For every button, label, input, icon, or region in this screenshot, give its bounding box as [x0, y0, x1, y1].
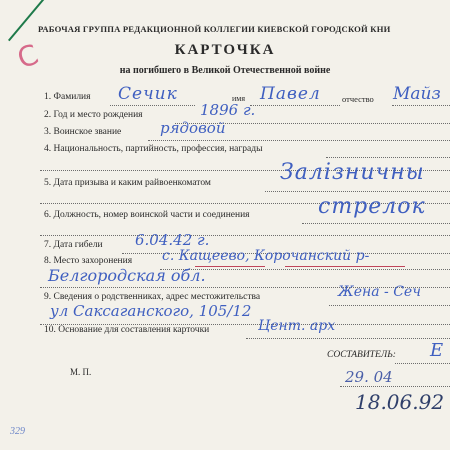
field-death-label: 7. Дата гибели	[44, 240, 103, 250]
hw-patronymic: Майз	[393, 84, 441, 104]
hw-surname: Сечик	[118, 84, 178, 104]
card-subtitle: на погибшего в Великой Отечественной войне	[119, 65, 331, 76]
hw-position: стрелок	[318, 194, 426, 219]
hw-name: Павел	[260, 84, 321, 104]
line-basis	[246, 338, 450, 339]
line-patronymic	[392, 105, 450, 106]
hw-relatives-2: ул Саксаганского, 105/12	[50, 302, 252, 320]
line-relatives	[329, 305, 450, 306]
red-underline-2	[285, 266, 405, 267]
field-surname-label: 1. Фамилия	[44, 92, 91, 102]
line-name	[250, 105, 340, 106]
hw-date-2: 18.06.92	[355, 390, 445, 414]
hw-burial-2: Белгородская обл.	[48, 266, 206, 285]
card-title: КАРТОЧКА	[174, 42, 276, 58]
hw-basis: Цент. арх	[258, 318, 336, 334]
hw-birth: 1896 г.	[200, 101, 256, 119]
corner-mark: С	[12, 37, 43, 76]
hw-compiler-signature: Е	[430, 340, 444, 361]
field-burial-label: 8. Место захоронения	[44, 256, 133, 266]
field-position-label: 6. Должность, номер воинской части и соединения	[44, 210, 250, 220]
field-birth-label: 2. Год и место рождения	[44, 110, 143, 120]
compiler-label: СОСТАВИТЕЛЬ:	[327, 350, 396, 360]
hw-rank: рядовой	[160, 119, 226, 137]
line-surname	[110, 105, 195, 106]
field-rank-label: 3. Воинское звание	[44, 127, 122, 137]
pencil-number: 329	[10, 426, 25, 437]
field-nationality-label: 4. Национальность, партийность, профессия, награды	[44, 144, 263, 154]
field-relatives-label: 9. Сведения о родственниках, адрес местожительства	[44, 292, 261, 302]
field-basis-label: 10. Основание для составления карточки	[44, 325, 210, 335]
line-position-2	[40, 235, 450, 236]
hw-relatives-1: Жена - Сеч	[338, 284, 421, 300]
line-date-1	[340, 386, 450, 387]
hw-conscription: Залізничны	[280, 160, 425, 185]
line-nationality	[326, 157, 450, 158]
hw-burial-1: с. Кащеево, Корочанский р-	[162, 248, 370, 264]
hw-death-date: 6.04.42 г.	[135, 231, 210, 249]
green-slash-mark	[8, 0, 67, 41]
line-compiler	[395, 363, 450, 364]
line-rank	[148, 140, 450, 141]
hw-date-1: 29. 04	[345, 368, 393, 386]
line-conscription	[265, 191, 450, 192]
field-conscription-label: 5. Дата призыва и каким райвоенкоматом	[44, 178, 211, 188]
stamp-place-label: М. П.	[70, 367, 92, 377]
line-position	[302, 223, 450, 224]
name-inline-label: имя	[232, 94, 246, 103]
patronymic-inline-label: отчество	[342, 94, 374, 104]
header-org: РАБОЧАЯ ГРУППА РЕДАКЦИОННОЙ КОЛЛЕГИИ КИЕВСКОЙ ГОРОДСКОЙ КНИ	[38, 24, 391, 34]
